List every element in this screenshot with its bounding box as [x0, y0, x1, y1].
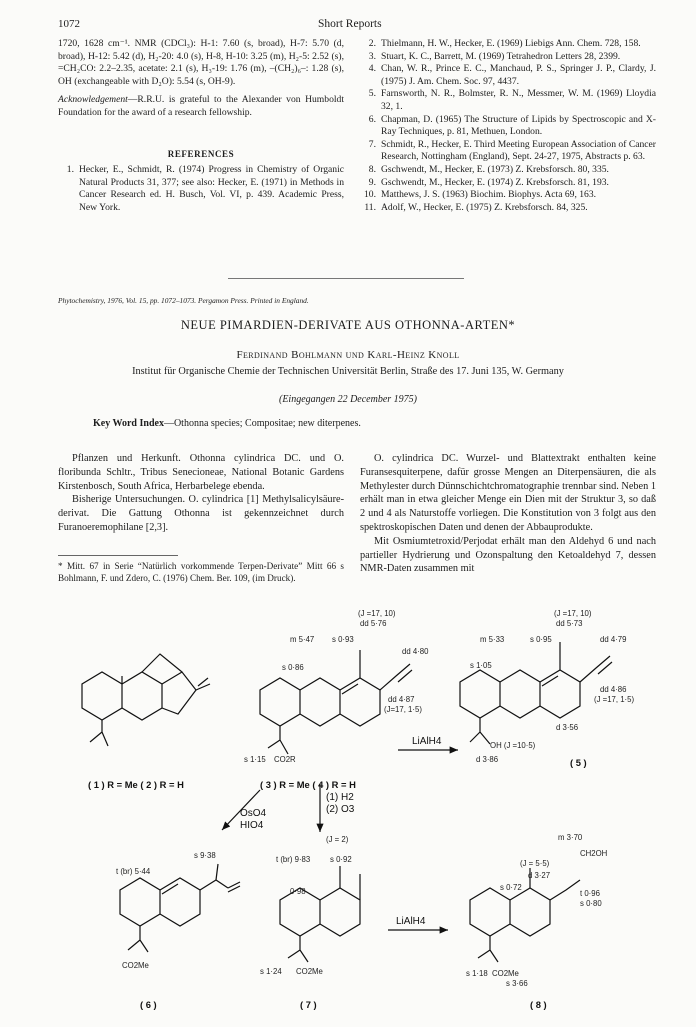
- reference-number: 10.: [364, 189, 376, 201]
- article-authors: Ferdinand Bohlmann und Karl-Heinz Knoll: [236, 349, 460, 361]
- reference-text: Farnsworth, N. R., Bolmster, R. N., Messmer, W. M. (1969) Lloydia 32, 1.: [381, 88, 656, 112]
- label-compound-6: ( 6 ): [140, 999, 157, 1010]
- svg-text:m 3·70: m 3·70: [558, 833, 583, 842]
- reference-item: [360, 114, 656, 139]
- reference-number: 9.: [368, 176, 376, 188]
- svg-text:s 9·38: s 9·38: [194, 851, 216, 860]
- reference-number: 11.: [364, 201, 376, 213]
- reference-item: [360, 51, 656, 64]
- body-right-column: [360, 452, 656, 576]
- reference-number: 8.: [368, 163, 376, 175]
- reagent-lialh4-top: LiAlH4: [412, 736, 442, 747]
- svg-text:m 5·33: m 5·33: [480, 635, 505, 644]
- nmr-labels-8: [466, 833, 607, 988]
- nmr-spectral-data: 1720, 1628 cm⁻¹. NMR (CDCl₃): H-1: 7.60 (s, broad), H-7: 5.70 (d, broad), H-12: 5.42 (d), H₂-20: 4.0 (s), H-8, H-10: 3.25 (m), H₂-5: 2.52 (s), =CH₂CO: 2.2–2.35, acetate: 2.1 (s), H₃-19: 1.76 (m), –(CH₂)₆–: 1.28 (s), OH (exchangeable with D₂O): 5.54 (s, OH-9).: [58, 38, 344, 87]
- structure-5: [460, 642, 612, 744]
- svg-text:s 0·86: s 0·86: [282, 663, 304, 672]
- svg-text:s 0·93: s 0·93: [332, 635, 354, 644]
- reference-text: Adolf, W., Hecker, E. (1975) Z. Krebsforsch. 84, 325.: [381, 201, 588, 213]
- svg-text:t (br) 5·44: t (br) 5·44: [116, 867, 151, 876]
- reference-text: Gschwendt, M., Hecker, E. (1973) Z. Krebsforsch. 80, 335.: [381, 163, 609, 175]
- reference-text: Gschwendt, M., Hecker, E. (1974) Z. Krebsforsch. 81, 193.: [381, 176, 609, 188]
- svg-text:CO2Me: CO2Me: [122, 961, 149, 970]
- caption-compounds-3-4: ( 3 ) R = Me ( 4 ) R = H: [260, 779, 356, 790]
- label-compound-5: ( 5 ): [570, 757, 587, 768]
- svg-text:m 5·47: m 5·47: [290, 635, 315, 644]
- reagent-hio4: HIO4: [240, 820, 264, 831]
- svg-text:s 1·18: s 1·18: [466, 969, 488, 978]
- keywords-label: Key Word Index: [93, 418, 164, 429]
- svg-text:OH (J =10·5): OH (J =10·5): [490, 741, 536, 750]
- reagent-oso4: OsO4: [240, 808, 267, 819]
- references-list: [360, 38, 656, 214]
- body-left-column: [58, 452, 344, 535]
- reference-text: Chapman, D. (1965) The Structure of Lipids by Spectroscopic and X-Ray Techniques, p. 81, Methuen, London.: [381, 113, 656, 138]
- svg-text:s 1·15: s 1·15: [244, 755, 266, 764]
- structure-1-2: [82, 654, 210, 746]
- svg-text:(J =17, 10): (J =17, 10): [358, 609, 396, 618]
- reference-text: Hecker, E., Schmidt, R. (1974) Progress in Chemistry of Organic Natural Products 31, 377; see also: Hecker, E. (1971) in Methods in Cancer Research ed. H. Busch, Vol. VI, p. 439. Academic Press, New York.: [79, 164, 344, 213]
- structure-7: [280, 866, 360, 962]
- svg-text:t (br) 9·83: t (br) 9·83: [276, 855, 311, 864]
- footnote: * Mitt. 67 in Serie “Natürlich vorkommende Terpen-Derivate” Mitt 66 s Bohlmann, F. und Zdero, C. (1976) Chem. Ber. 109, (im Druck).: [58, 561, 344, 583]
- svg-text:dd 4·79: dd 4·79: [600, 635, 627, 644]
- svg-text:(J = 5·5): (J = 5·5): [520, 859, 550, 868]
- label-compound-8: ( 8 ): [530, 999, 547, 1010]
- acknowledgement: [58, 94, 344, 119]
- paragraph-previous-studies: Bisherige Untersuchungen. O. cylindrica [1] Methylsalicylsäure-derivat. Die Gattung Othonna ist gekennzeichnet durch Furanoeremophilane [2,3].: [58, 494, 344, 533]
- paragraph-plants: Pflanzen und Herkunft. Othonna cylindrica DC. und O. floribunda Schltr., Tribus Senecioneae, National Botanic Gardens Kirstenbosch, South Africa, Herbarbelege ebenda.: [58, 453, 344, 492]
- reference-item: 1. Hecker, E., Schmidt, R. (1974) Progress in Chemistry of Organic Natural Products 31, 377; see also: Hecker, E. (1971) in Methods in Cancer Research ed. H. Busch, Vol. VI, p. 439. Academic Press, New York.: [66, 164, 344, 213]
- svg-text:dd 4·87: dd 4·87: [388, 695, 415, 704]
- svg-text:dd 5·76: dd 5·76: [360, 619, 387, 628]
- label-compound-7: ( 7 ): [300, 999, 317, 1010]
- author-institution: Institut für Organische Chemie der Technischen Universität Berlin, Straße des 17. Juni 135, W. Germany: [132, 366, 564, 377]
- reagent-lialh4-bottom: LiAlH4: [396, 916, 426, 927]
- caption-compounds-1-2: ( 1 ) R = Me ( 2 ) R = H: [88, 779, 184, 790]
- svg-text:dd 4·86: dd 4·86: [600, 685, 627, 694]
- svg-text:CO2Me: CO2Me: [492, 969, 519, 978]
- paragraph-osmium: Mit Osmiumtetroxid/Perjodat erhält man den Aldehyd 6 und nach partieller Hydrierung und Ozonspaltung den Ketoaldehyd 7, dessen NMR-Daten zusammen mit: [360, 535, 656, 575]
- svg-text:(J =17, 10): (J =17, 10): [554, 609, 592, 618]
- svg-text:s 0·72: s 0·72: [500, 883, 522, 892]
- received-date: (Eingegangen 22 December 1975): [278, 394, 417, 405]
- reference-text: Schmidt, R., Hecker, E. Third Meeting European Association of Cancer Research, Nottingham (England), Sept. 24-27, 1975, Abstracts p. 63.: [381, 138, 656, 163]
- svg-text:d 3·27: d 3·27: [528, 871, 551, 880]
- svg-text:d 3·56: d 3·56: [556, 723, 579, 732]
- reference-item: [360, 189, 656, 202]
- svg-text:s 3·66: s 3·66: [506, 979, 528, 988]
- svg-text:s 0·95: s 0·95: [530, 635, 552, 644]
- svg-text:dd 4·80: dd 4·80: [402, 647, 429, 656]
- reference-text: Matthews, J. S. (1963) Biochim. Biophys. Acta 69, 163.: [381, 189, 597, 201]
- svg-text:CH2OH: CH2OH: [580, 849, 608, 858]
- reagent-o3: (2) O3: [326, 804, 355, 815]
- keywords-text: —Othonna species; Compositae; new diterpenes.: [163, 418, 361, 429]
- svg-text:d 3·86: d 3·86: [476, 755, 499, 764]
- reference-item: [360, 177, 656, 190]
- svg-text:s 0·92: s 0·92: [330, 855, 352, 864]
- reference-text: Chan, W. R., Prince E. C., Manchaud, P. S., Springer J. P., Clardy, J. (1975) J. Am. Chem. Soc. 97, 4437.: [381, 63, 656, 87]
- running-title: Short Reports: [318, 18, 382, 30]
- reference-item: [360, 164, 656, 177]
- svg-text:dd 5·73: dd 5·73: [556, 619, 583, 628]
- svg-text:t 0·96: t 0·96: [580, 889, 600, 898]
- reference-item: [360, 63, 656, 88]
- journal-citation-line: Phytochemistry, 1976, Vol. 15, pp. 1072–1073. Pergamon Press. Printed in England.: [58, 296, 309, 305]
- reference-item: [360, 38, 656, 51]
- structure-6: [120, 864, 240, 952]
- nmr-labels-5: [470, 609, 634, 764]
- svg-text:(J =17, 1·5): (J =17, 1·5): [594, 695, 635, 704]
- article-title: NEUE PIMARDIEN-DERIVATE AUS OTHONNA-ARTEN*: [180, 318, 516, 332]
- reference-item: [360, 88, 656, 113]
- paragraph-extract: O. cylindrica DC. Wurzel- und Blattextrakt enthalten keine Furansesquiterpene, dafür grosse Mengen an Diterpensäuren, die als Methylester durch Dünnschichtchromatographie trennbar sind. Neben 1 erhält man in etwa gleicher Menge ein Dien mit der Struktur 3, so daß 2 und 4 als Naturstoffe vorliegen. Die Konstitution von 3 folgt aus den spektroskopischen Daten und denen der Abbauprodukte.: [360, 453, 656, 533]
- acknowledgement-text: —R.R.U. is grateful to the Alexander von Humboldt Foundation for the award of a research fellowship.: [58, 94, 344, 118]
- svg-text:0·98: 0·98: [290, 887, 306, 896]
- svg-text:s 1·05: s 1·05: [470, 661, 492, 670]
- structure-8: [470, 868, 580, 962]
- section-divider: [228, 278, 464, 279]
- reference-number: 3.: [368, 50, 376, 62]
- reference-number: 5.: [368, 88, 376, 100]
- reference-number: 2.: [368, 38, 376, 49]
- page-number: 1072: [58, 18, 80, 30]
- reference-number: 4.: [368, 63, 376, 75]
- reference-number: 7.: [368, 138, 376, 150]
- svg-text:(J = 2): (J = 2): [326, 835, 349, 844]
- acknowledgement-label: Acknowledgement: [58, 94, 128, 106]
- previous-article-left-column: [58, 38, 344, 215]
- svg-text:s 0·80: s 0·80: [580, 899, 602, 908]
- reference-number: 6.: [368, 113, 376, 125]
- reaction-scheme-figure: [60, 606, 670, 1016]
- reference-item: [360, 139, 656, 164]
- reference-item: [360, 202, 656, 215]
- reagent-h2: (1) H2: [326, 792, 354, 803]
- nmr-labels-6: [116, 851, 216, 970]
- keyword-index: [93, 418, 361, 429]
- nmr-labels-7: [260, 835, 352, 976]
- reference-text: Stuart, K. C., Barrett, M. (1969) Tetrahedron Letters 28, 2399.: [381, 50, 621, 62]
- svg-text:s 1·24: s 1·24: [260, 967, 282, 976]
- references-heading: REFERENCES: [167, 148, 235, 159]
- reference-text: Thielmann, H. W., Hecker, E. (1969) Liebigs Ann. Chem. 728, 158.: [381, 38, 641, 49]
- svg-text:CO2Me: CO2Me: [296, 967, 323, 976]
- nmr-labels-3: [244, 609, 429, 764]
- svg-text:CO2R: CO2R: [274, 755, 296, 764]
- footnote-divider: [58, 555, 178, 556]
- svg-text:(J=17, 1·5): (J=17, 1·5): [384, 705, 422, 714]
